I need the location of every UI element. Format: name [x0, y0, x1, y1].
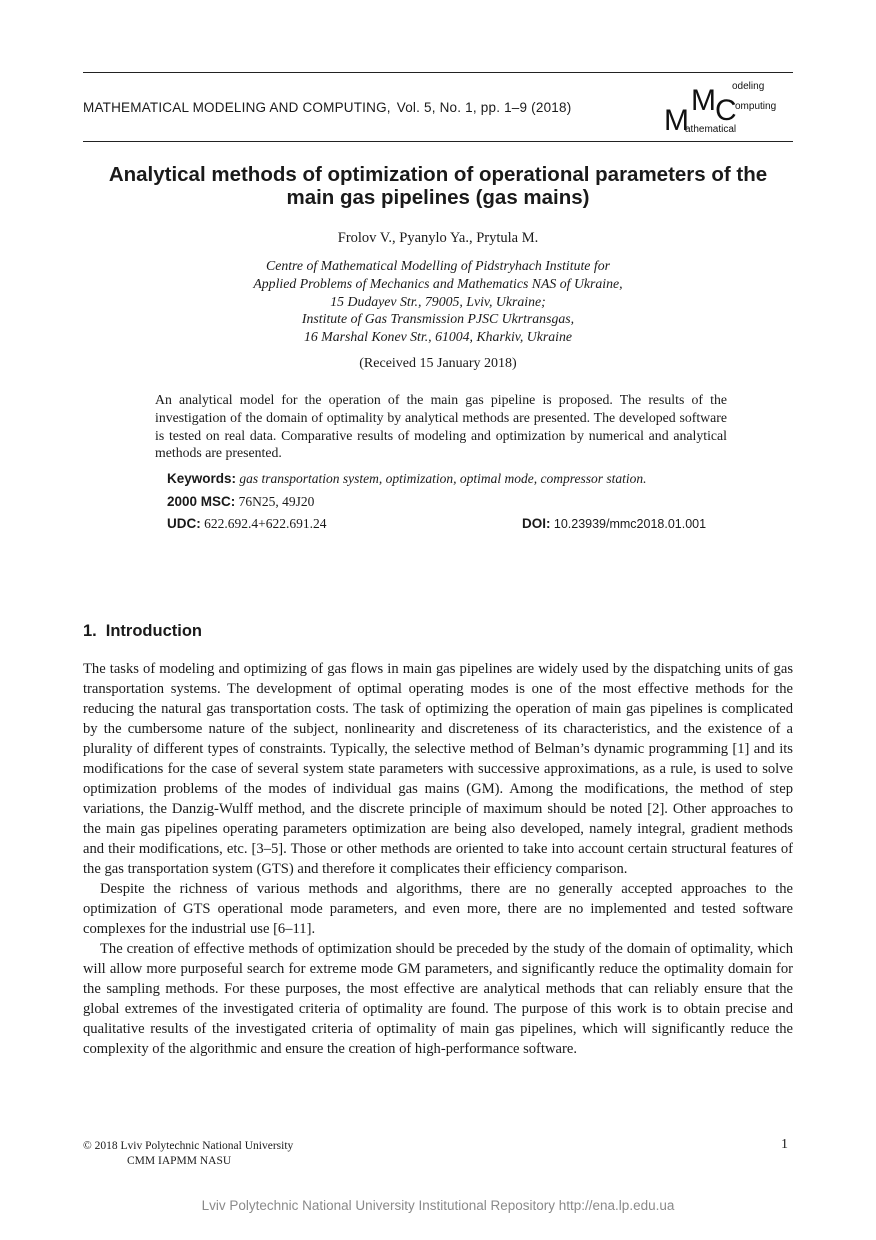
body-paragraph: The creation of effective methods of optimization should be preceded by the study of the domain of optimality, which will allow more purposeful search for extreme mode GM parameters, and significantly reduce the optimality domain for the sampling methods. For these purposes, the most effective are analytical methods that can reliably ensure that the global extremes of the investigated criteria of optimality are found. The purpose of this work is to obtain precise and qualitative results of the investigated criteria of optimality of main gas pipelines, which will significantly reduce the complexity of the algorithmic and ensure the creation of high-performance software.: [83, 941, 793, 1057]
organization-line: CMM IAPMM NASU: [127, 1155, 232, 1167]
affiliation-line: 16 Marshal Konev Str., 61004, Kharkiv, Ukraine: [304, 329, 572, 345]
paper-title: [83, 163, 793, 209]
received-date: (Received 15 January 2018): [359, 356, 517, 371]
section-title: Introduction: [105, 622, 202, 640]
section-heading: [83, 622, 202, 641]
section-number: 1.: [83, 622, 97, 640]
udc: [167, 516, 327, 532]
affiliation-line: Applied Problems of Mechanics and Mathematics NAS of Ukraine,: [253, 275, 623, 291]
logo-text-omputing: omputing: [735, 101, 777, 112]
header-rule-bottom: [83, 141, 793, 142]
title-line-2: main gas pipelines (gas mains): [286, 186, 590, 209]
affiliation-line: Institute of Gas Transmission PJSC Ukrtransgas,: [301, 311, 575, 327]
body-text: [83, 659, 793, 1059]
keywords: [167, 471, 647, 487]
msc-label: 2000 MSC:: [167, 494, 236, 509]
doi-label: DOI:: [522, 516, 551, 531]
footer-copyright: [83, 1139, 293, 1169]
doi-value: 10.23939/mmc2018.01.001: [553, 517, 707, 531]
affiliation: [83, 257, 793, 346]
journal-header: [83, 100, 571, 115]
msc: [167, 494, 314, 510]
page-number: 1: [781, 1137, 788, 1152]
affiliation-line: Centre of Mathematical Modelling of Pidstryhach Institute for: [266, 258, 610, 273]
udc-value: 622.692.4+622.691.24: [204, 516, 327, 531]
logo-letter-m-upper: M: [691, 84, 716, 117]
journal-name: MATHEMATICAL MODELING AND COMPUTING,: [83, 100, 391, 115]
affiliation-line: 15 Dudayev Str., 79005, Lviv, Ukraine;: [330, 293, 546, 309]
keywords-value: gas transportation system, optimization, optimal mode, compressor station.: [239, 471, 647, 486]
journal-logo: [664, 78, 794, 138]
logo-text-odeling: odeling: [732, 81, 765, 92]
journal-volume: Vol. 5, No. 1, pp. 1–9 (2018): [396, 100, 572, 115]
body-paragraph: Despite the richness of various methods and algorithms, there are no generally accepted approaches to the optimization of GTS operational mode parameters, and even more, there are no implemented and tested software complexes for the industrial use [6–11].: [83, 881, 793, 937]
logo-letter-c: C: [715, 94, 737, 127]
doi: [522, 516, 706, 532]
body-paragraph: The tasks of modeling and optimizing of gas flows in main gas pipelines are widely used by the dispatching units of gas transportation systems. The development of optimal operating modes is one of the most effective methods for the reducing the natural gas transportation costs. The task of optimizing the operation of main gas pipelines is complicated by the cumbersome nature of the subject, nonlinearity and discreteness of its characteristics, and the existence of a plurality of different types of constraints. Typically, the selective method of Belman’s dynamic programming [1] and its modifications for the case of several system state parameters with successive approximations, as a rule, is used to solve optimization problems of the modes of individual gas mains (GM). Among the modifications, the method of step variations, the Danzig-Wulff method, and the discrete principle of maximum should be noted [2]. Other approaches to the main gas pipelines operating parameters optimization are being also developed, namely integral, gradient methods and their modifications, etc. [3–5]. Those or other methods are oriented to take into account certain structural features of the gas transportation system (GTS) and therefore it complicates their efficiency comparison.: [83, 661, 793, 877]
keywords-label: Keywords:: [167, 471, 237, 486]
copyright-line: © 2018 Lviv Polytechnic National University: [83, 1140, 294, 1152]
repository-note: Lviv Polytechnic National University Institutional Repository http://ena.lp.edu.ua: [201, 1198, 675, 1213]
logo-text-athematical: athematical: [685, 124, 737, 135]
msc-value: 76N25, 49J20: [238, 494, 315, 509]
title-line-1: Analytical methods of optimization of operational parameters of the: [108, 163, 768, 186]
header-rule-top: [83, 72, 793, 73]
authors: Frolov V., Pyanylo Ya., Prytula M.: [337, 230, 539, 246]
udc-label: UDC:: [167, 516, 201, 531]
logo-letter-m-large: M: [664, 104, 689, 137]
abstract: An analytical model for the operation of the main gas pipeline is proposed. The results of the investigation of the domain of optimality by analytical methods are presented. The developed software is tested on real data. Comparative results of modeling and optimization by numerical and analytical methods are presented.: [155, 392, 727, 461]
